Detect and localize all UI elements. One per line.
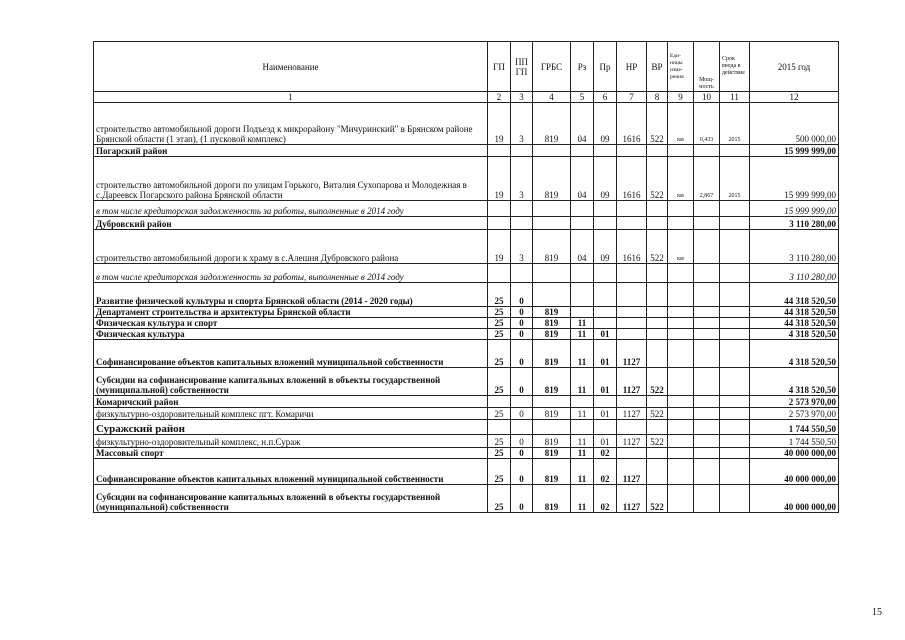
cell-rz: 11 — [571, 318, 594, 329]
cell-pr — [594, 396, 617, 408]
cell-nr: 1616 — [617, 230, 647, 264]
cell-power — [694, 230, 720, 264]
cell-gp — [488, 396, 511, 408]
cell-vr: 522 — [647, 157, 668, 201]
cell-gp — [488, 217, 511, 230]
cell-ppgp: 0 — [511, 408, 533, 420]
cell-ppgp: 0 — [511, 448, 533, 459]
cell-pr — [594, 307, 617, 318]
cell-ppgp: 0 — [511, 459, 533, 485]
cell-pr — [594, 420, 617, 435]
cell-name: строительство автомобильной дороги Подъезд к микрорайону "Мичуринский" в Брянском районе Брянской области (1 этап), (1 пусковой комплекс) — [94, 103, 488, 145]
cell-grbs: 819 — [533, 435, 571, 448]
cell-power — [694, 459, 720, 485]
cell-power — [694, 396, 720, 408]
cell-grbs — [533, 420, 571, 435]
cell-name: физкультурно-оздоровительный комплекс, н.п.Сураж — [94, 435, 488, 448]
cell-vr — [647, 340, 668, 368]
col-num-3: 3 — [511, 92, 533, 103]
cell-power — [694, 145, 720, 157]
cell-unit — [668, 396, 694, 408]
cell-vr: 522 — [647, 103, 668, 145]
cell-rz: 11 — [571, 340, 594, 368]
cell-amount: 500 000,00 — [750, 103, 839, 145]
cell-vr — [647, 329, 668, 340]
cell-amount: 15 999 999,00 — [750, 157, 839, 201]
cell-nr — [617, 145, 647, 157]
cell-term — [720, 264, 750, 283]
cell-pr: 01 — [594, 408, 617, 420]
cell-gp: 25 — [488, 435, 511, 448]
cell-vr — [647, 396, 668, 408]
cell-grbs — [533, 201, 571, 217]
cell-name: строительство автомобильной дороги по улицам Горького, Виталия Сухопарова и Молодежная в с.Дареевск Погарского района Брянской области — [94, 157, 488, 201]
cell-power — [694, 485, 720, 513]
cell-name: Субсидии на софинансирование капитальных вложений в объекты государственной (муниципальной) собственности — [94, 485, 488, 513]
cell-nr: 1616 — [617, 157, 647, 201]
cell-rz: 11 — [571, 435, 594, 448]
cell-ppgp: 0 — [511, 340, 533, 368]
cell-amount: 3 110 280,00 — [750, 217, 839, 230]
cell-amount: 40 000 000,00 — [750, 448, 839, 459]
header-term: Срок ввода в действие — [720, 42, 750, 92]
cell-pr — [594, 145, 617, 157]
cell-term — [720, 396, 750, 408]
cell-unit — [668, 307, 694, 318]
cell-grbs: 819 — [533, 329, 571, 340]
col-num-7: 7 — [617, 92, 647, 103]
cell-vr — [647, 318, 668, 329]
cell-nr — [617, 217, 647, 230]
header-nr: НР — [617, 42, 647, 92]
table-body — [94, 103, 839, 513]
cell-unit — [668, 145, 694, 157]
cell-name: Софинансирование объектов капитальных вложений муниципальной собственности — [94, 340, 488, 368]
cell-amount: 3 110 280,00 — [750, 264, 839, 283]
cell-name: Физическая культура и спорт — [94, 318, 488, 329]
cell-term — [720, 368, 750, 396]
cell-grbs: 819 — [533, 103, 571, 145]
cell-power — [694, 408, 720, 420]
cell-ppgp — [511, 420, 533, 435]
table-row — [94, 459, 839, 485]
cell-term — [720, 485, 750, 513]
cell-term — [720, 340, 750, 368]
col-num-10: 10 — [694, 92, 720, 103]
cell-unit: км — [668, 230, 694, 264]
cell-term — [720, 145, 750, 157]
cell-grbs: 819 — [533, 307, 571, 318]
header-gp: ГП — [488, 42, 511, 92]
header-vr: ВР — [647, 42, 668, 92]
cell-name: Физическая культура — [94, 329, 488, 340]
cell-pr — [594, 318, 617, 329]
cell-pr — [594, 264, 617, 283]
table-row — [94, 368, 839, 396]
cell-rz — [571, 217, 594, 230]
cell-unit — [668, 318, 694, 329]
cell-rz — [571, 145, 594, 157]
cell-nr: 1127 — [617, 340, 647, 368]
cell-term — [720, 435, 750, 448]
cell-gp: 25 — [488, 408, 511, 420]
cell-grbs — [533, 396, 571, 408]
cell-unit — [668, 485, 694, 513]
cell-power — [694, 420, 720, 435]
cell-pr: 09 — [594, 157, 617, 201]
table-row — [94, 264, 839, 283]
cell-gp: 19 — [488, 103, 511, 145]
budget-table — [93, 41, 839, 513]
cell-gp — [488, 264, 511, 283]
cell-rz: 11 — [571, 329, 594, 340]
cell-power: 0,433 — [694, 103, 720, 145]
cell-name: Дубровский район — [94, 217, 488, 230]
cell-rz — [571, 396, 594, 408]
table-row — [94, 283, 839, 307]
cell-rz: 11 — [571, 459, 594, 485]
cell-amount: 1 744 550,50 — [750, 420, 839, 435]
cell-name: строительство автомобильной дороги к храму в с.Алешня Дубровского района — [94, 230, 488, 264]
cell-power — [694, 217, 720, 230]
cell-pr: 09 — [594, 230, 617, 264]
header-power: Мощ-ность — [694, 42, 720, 92]
cell-unit — [668, 217, 694, 230]
cell-gp: 19 — [488, 157, 511, 201]
cell-rz: 04 — [571, 230, 594, 264]
cell-rz — [571, 201, 594, 217]
cell-pr: 02 — [594, 485, 617, 513]
table-row — [94, 485, 839, 513]
cell-name: Погарский район — [94, 145, 488, 157]
cell-vr — [647, 307, 668, 318]
cell-gp: 25 — [488, 329, 511, 340]
cell-amount: 44 318 520,50 — [750, 307, 839, 318]
cell-name: Суражский район — [94, 420, 488, 435]
col-num-4: 4 — [533, 92, 571, 103]
cell-term — [720, 408, 750, 420]
cell-pr: 01 — [594, 368, 617, 396]
table-row — [94, 230, 839, 264]
cell-power — [694, 201, 720, 217]
cell-ppgp — [511, 217, 533, 230]
table-row — [94, 448, 839, 459]
table-row — [94, 408, 839, 420]
header-grbs: ГРБС — [533, 42, 571, 92]
cell-pr — [594, 201, 617, 217]
cell-power — [694, 368, 720, 396]
cell-amount: 4 318 520,50 — [750, 340, 839, 368]
cell-rz — [571, 264, 594, 283]
cell-grbs: 819 — [533, 408, 571, 420]
cell-power — [694, 340, 720, 368]
cell-ppgp: 3 — [511, 230, 533, 264]
col-num-9: 9 — [668, 92, 694, 103]
cell-grbs: 819 — [533, 230, 571, 264]
cell-name: Софинансирование объектов капитальных вложений муниципальной собственности — [94, 459, 488, 485]
cell-grbs: 819 — [533, 340, 571, 368]
cell-pr: 02 — [594, 459, 617, 485]
cell-amount: 40 000 000,00 — [750, 459, 839, 485]
cell-rz: 04 — [571, 103, 594, 145]
cell-gp: 25 — [488, 448, 511, 459]
table-row — [94, 201, 839, 217]
cell-pr: 02 — [594, 448, 617, 459]
cell-grbs: 819 — [533, 459, 571, 485]
cell-unit — [668, 329, 694, 340]
cell-amount: 1 744 550,50 — [750, 435, 839, 448]
cell-term — [720, 459, 750, 485]
table-row — [94, 145, 839, 157]
cell-unit — [668, 448, 694, 459]
cell-gp: 25 — [488, 340, 511, 368]
header-row — [94, 42, 839, 92]
cell-pr: 01 — [594, 329, 617, 340]
header-ppgp: ПП ГП — [511, 42, 533, 92]
cell-vr — [647, 201, 668, 217]
cell-power — [694, 318, 720, 329]
cell-nr — [617, 201, 647, 217]
cell-nr: 1616 — [617, 103, 647, 145]
cell-amount: 2 573 970,00 — [750, 396, 839, 408]
cell-nr — [617, 396, 647, 408]
cell-amount: 15 999 999,00 — [750, 145, 839, 157]
cell-amount: 40 000 000,00 — [750, 485, 839, 513]
column-numbers-row — [94, 92, 839, 103]
cell-ppgp: 3 — [511, 157, 533, 201]
cell-ppgp: 0 — [511, 485, 533, 513]
table-row — [94, 435, 839, 448]
cell-nr: 1127 — [617, 368, 647, 396]
header-name: Наименование — [94, 42, 488, 92]
cell-nr — [617, 420, 647, 435]
cell-term — [720, 318, 750, 329]
cell-unit — [668, 459, 694, 485]
cell-power — [694, 264, 720, 283]
cell-ppgp — [511, 145, 533, 157]
cell-name: Комаричский район — [94, 396, 488, 408]
cell-nr: 1127 — [617, 408, 647, 420]
cell-ppgp: 0 — [511, 283, 533, 307]
cell-power — [694, 283, 720, 307]
cell-grbs: 819 — [533, 368, 571, 396]
cell-grbs: 819 — [533, 485, 571, 513]
cell-gp — [488, 145, 511, 157]
cell-ppgp: 3 — [511, 103, 533, 145]
cell-term — [720, 329, 750, 340]
cell-rz: 11 — [571, 485, 594, 513]
cell-unit: км — [668, 103, 694, 145]
table-row — [94, 103, 839, 145]
header-year: 2015 год — [750, 42, 839, 92]
cell-vr: 522 — [647, 435, 668, 448]
cell-amount: 44 318 520,50 — [750, 318, 839, 329]
cell-power: 2,867 — [694, 157, 720, 201]
table-row — [94, 420, 839, 435]
cell-name: Департамент строительства и архитектуры Брянской области — [94, 307, 488, 318]
cell-rz — [571, 307, 594, 318]
col-num-11: 11 — [720, 92, 750, 103]
cell-name: Развитие физической культуры и спорта Брянской области (2014 - 2020 годы) — [94, 283, 488, 307]
cell-name: в том числе кредиторская задолженность за работы, выполненные в 2014 году — [94, 264, 488, 283]
table-row — [94, 318, 839, 329]
cell-ppgp — [511, 201, 533, 217]
cell-grbs — [533, 283, 571, 307]
cell-grbs — [533, 217, 571, 230]
col-num-5: 5 — [571, 92, 594, 103]
table-row — [94, 329, 839, 340]
cell-amount: 15 999 999,00 — [750, 201, 839, 217]
cell-term — [720, 283, 750, 307]
cell-rz: 11 — [571, 368, 594, 396]
cell-rz: 11 — [571, 408, 594, 420]
col-num-1: 1 — [94, 92, 488, 103]
cell-pr: 09 — [594, 103, 617, 145]
cell-term — [720, 448, 750, 459]
cell-vr — [647, 145, 668, 157]
cell-name: физкультурно-оздоровительный комплекс пгт. Комаричи — [94, 408, 488, 420]
cell-power — [694, 435, 720, 448]
cell-gp: 19 — [488, 230, 511, 264]
cell-vr — [647, 459, 668, 485]
cell-vr: 522 — [647, 408, 668, 420]
cell-grbs: 819 — [533, 157, 571, 201]
cell-amount: 4 318 520,50 — [750, 368, 839, 396]
cell-ppgp: 0 — [511, 329, 533, 340]
cell-unit — [668, 368, 694, 396]
cell-nr — [617, 318, 647, 329]
col-num-8: 8 — [647, 92, 668, 103]
page-number: 15 — [872, 607, 882, 618]
cell-vr: 522 — [647, 368, 668, 396]
cell-pr — [594, 283, 617, 307]
cell-rz — [571, 283, 594, 307]
cell-vr — [647, 217, 668, 230]
cell-power — [694, 448, 720, 459]
cell-gp: 25 — [488, 318, 511, 329]
cell-gp — [488, 420, 511, 435]
cell-nr — [617, 264, 647, 283]
cell-gp: 25 — [488, 485, 511, 513]
cell-term — [720, 217, 750, 230]
cell-gp: 25 — [488, 459, 511, 485]
cell-unit — [668, 201, 694, 217]
cell-grbs — [533, 145, 571, 157]
cell-pr — [594, 217, 617, 230]
cell-vr — [647, 264, 668, 283]
cell-gp — [488, 201, 511, 217]
cell-rz: 11 — [571, 448, 594, 459]
cell-ppgp — [511, 264, 533, 283]
cell-name: Субсидии на софинансирование капитальных вложений в объекты государственной (муниципальной) собственности — [94, 368, 488, 396]
col-num-6: 6 — [594, 92, 617, 103]
cell-nr — [617, 448, 647, 459]
cell-amount: 3 110 280,00 — [750, 230, 839, 264]
cell-vr — [647, 420, 668, 435]
cell-unit — [668, 420, 694, 435]
cell-ppgp: 0 — [511, 368, 533, 396]
cell-ppgp: 0 — [511, 318, 533, 329]
cell-gp: 25 — [488, 307, 511, 318]
cell-rz — [571, 420, 594, 435]
cell-term — [720, 201, 750, 217]
table-row — [94, 217, 839, 230]
cell-vr — [647, 283, 668, 307]
cell-nr — [617, 329, 647, 340]
cell-pr: 01 — [594, 435, 617, 448]
cell-ppgp — [511, 396, 533, 408]
cell-name: Массовый спорт — [94, 448, 488, 459]
header-pr: Пр — [594, 42, 617, 92]
table-row — [94, 340, 839, 368]
cell-unit — [668, 283, 694, 307]
cell-term: 2015 — [720, 157, 750, 201]
table-row — [94, 157, 839, 201]
cell-unit: км — [668, 157, 694, 201]
cell-unit — [668, 340, 694, 368]
col-num-2: 2 — [488, 92, 511, 103]
cell-power — [694, 307, 720, 318]
cell-nr: 1127 — [617, 435, 647, 448]
cell-vr: 522 — [647, 485, 668, 513]
cell-amount: 4 318 520,50 — [750, 329, 839, 340]
cell-gp: 25 — [488, 368, 511, 396]
cell-amount: 2 573 970,00 — [750, 408, 839, 420]
cell-unit — [668, 264, 694, 283]
cell-nr: 1127 — [617, 459, 647, 485]
cell-term — [720, 420, 750, 435]
cell-amount: 44 318 520,50 — [750, 283, 839, 307]
cell-unit — [668, 435, 694, 448]
cell-nr — [617, 307, 647, 318]
table-row — [94, 307, 839, 318]
cell-term — [720, 230, 750, 264]
header-unit: Еди-ницы изме-рения — [668, 42, 694, 92]
cell-term — [720, 307, 750, 318]
cell-nr — [617, 283, 647, 307]
cell-unit — [668, 408, 694, 420]
cell-gp: 25 — [488, 283, 511, 307]
cell-rz: 04 — [571, 157, 594, 201]
cell-power — [694, 329, 720, 340]
cell-grbs: 819 — [533, 318, 571, 329]
cell-name: в том числе кредиторская задолженность за работы, выполненные в 2014 году — [94, 201, 488, 217]
table-row — [94, 396, 839, 408]
cell-vr: 522 — [647, 230, 668, 264]
cell-ppgp: 0 — [511, 435, 533, 448]
cell-ppgp: 0 — [511, 307, 533, 318]
col-num-12: 12 — [750, 92, 839, 103]
header-rz: Рз — [571, 42, 594, 92]
cell-nr: 1127 — [617, 485, 647, 513]
cell-grbs — [533, 264, 571, 283]
cell-pr: 01 — [594, 340, 617, 368]
cell-term: 2015 — [720, 103, 750, 145]
cell-vr — [647, 448, 668, 459]
cell-grbs: 819 — [533, 448, 571, 459]
